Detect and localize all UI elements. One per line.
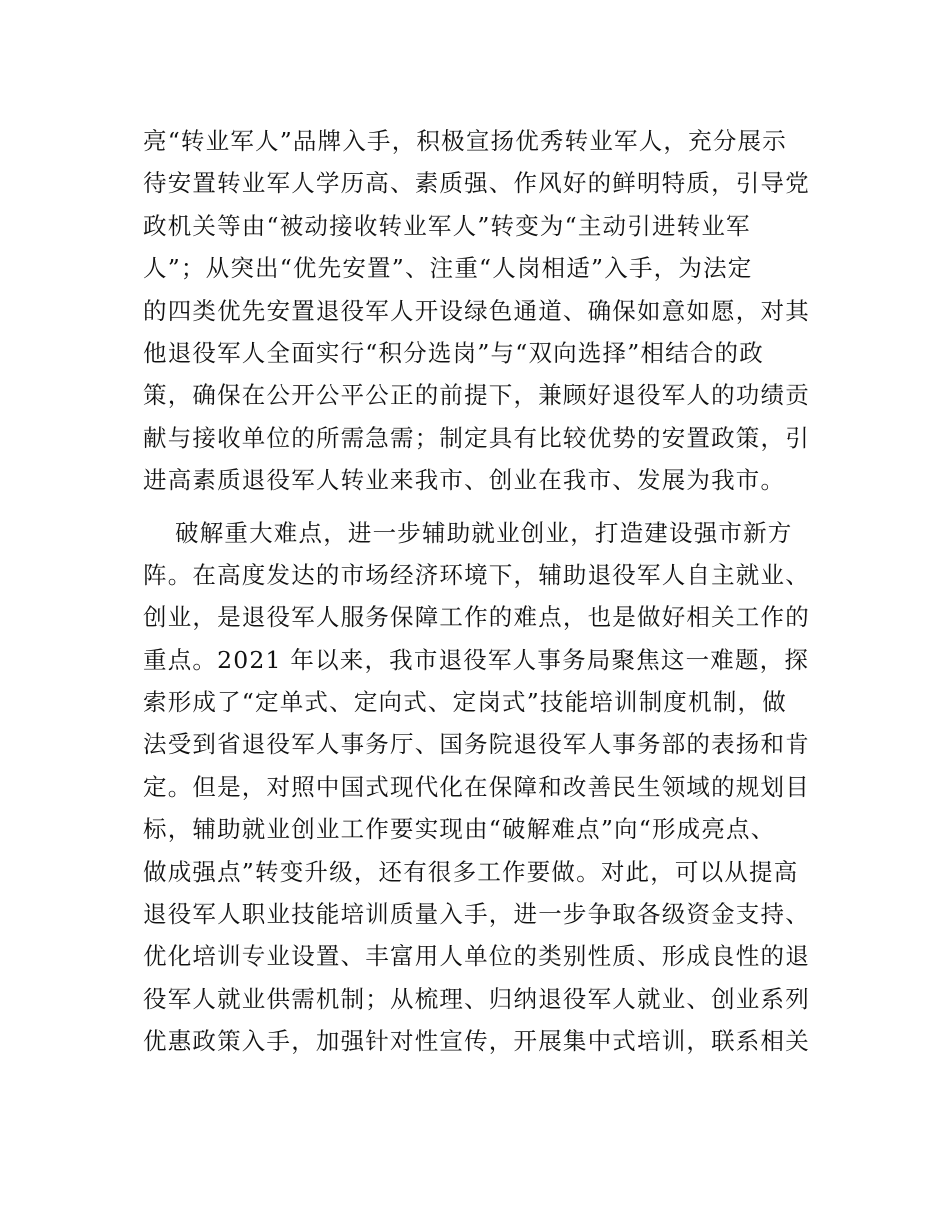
text-line: 政机关等由“被动接收转业军人”转变为“主动引进转业军 <box>143 211 751 240</box>
text-line: 阵。在高度发达的市场经济环境下，辅助退役军人自主就业、 <box>143 560 810 589</box>
text-line: 他退役军人全面实行“积分选岗”与“双向选择”相结合的政 <box>143 338 764 367</box>
text-line: 进高素质退役军人转业来我市、创业在我市、发展为我市。 <box>143 466 786 495</box>
text-line: 退役军人职业技能培训质量入手，进一步争取各级资金支持、 <box>143 900 810 929</box>
text-line: 优惠政策入手，加强针对性宣传，开展集中式培训，联系相关 <box>143 1027 810 1056</box>
text-line: 亮“转业军人”品牌入手，积极宣扬优秀转业军人，充分展示 <box>143 127 787 155</box>
text-line: 策，确保在公开公平公正的前提下，兼顾好退役军人的功绩贡 <box>143 381 810 410</box>
document-body <box>143 120 813 1063</box>
text-line: 做成强点”转变升级，还有很多工作要做。对此，可以从提高 <box>143 857 799 886</box>
text-line: 的四类优先安置退役军人开设绿色通道、确保如意如愿，对其 <box>143 296 810 325</box>
text-line: 献与接收单位的所需急需；制定具有比较优势的安置政策，引 <box>143 423 810 452</box>
text-line: 役军人就业供需机制；从梳理、归纳退役军人就业、创业系列 <box>143 984 810 1013</box>
paragraph-gap <box>143 502 813 512</box>
text-line: 法受到省退役军人事务厅、国务院退役军人事务部的表扬和肯 <box>143 730 810 759</box>
text-line: 索形成了“定单式、定向式、定岗式”技能培训制度机制，做 <box>143 688 787 717</box>
text-line-indented: 破解重大难点，进一步辅助就业创业，打造建设强市新方 <box>175 518 793 547</box>
paragraph-1 <box>143 120 813 502</box>
text-line: 创业，是退役军人服务保障工作的难点，也是做好相关工作的 <box>143 603 810 632</box>
text-line: 优化培训专业设置、丰富用人单位的类别性质、形成良性的退 <box>143 942 810 971</box>
paragraph-2 <box>143 512 813 1063</box>
text-line: 标，辅助就业创业工作要实现由“破解难点”向“形成亮点、 <box>143 815 776 844</box>
text-line: 定。但是，对照中国式现代化在保障和改善民生领域的规划目 <box>143 772 810 801</box>
text-line: 人”；从突出“优先安置”、注重“人岗相适”入手，为法定 <box>143 254 753 283</box>
text-line: 重点。2021 年以来，我市退役军人事务局聚焦这一难题，探 <box>143 645 810 674</box>
text-line: 待安置转业军人学历高、素质强、作风好的鲜明特质，引导党 <box>143 169 810 198</box>
